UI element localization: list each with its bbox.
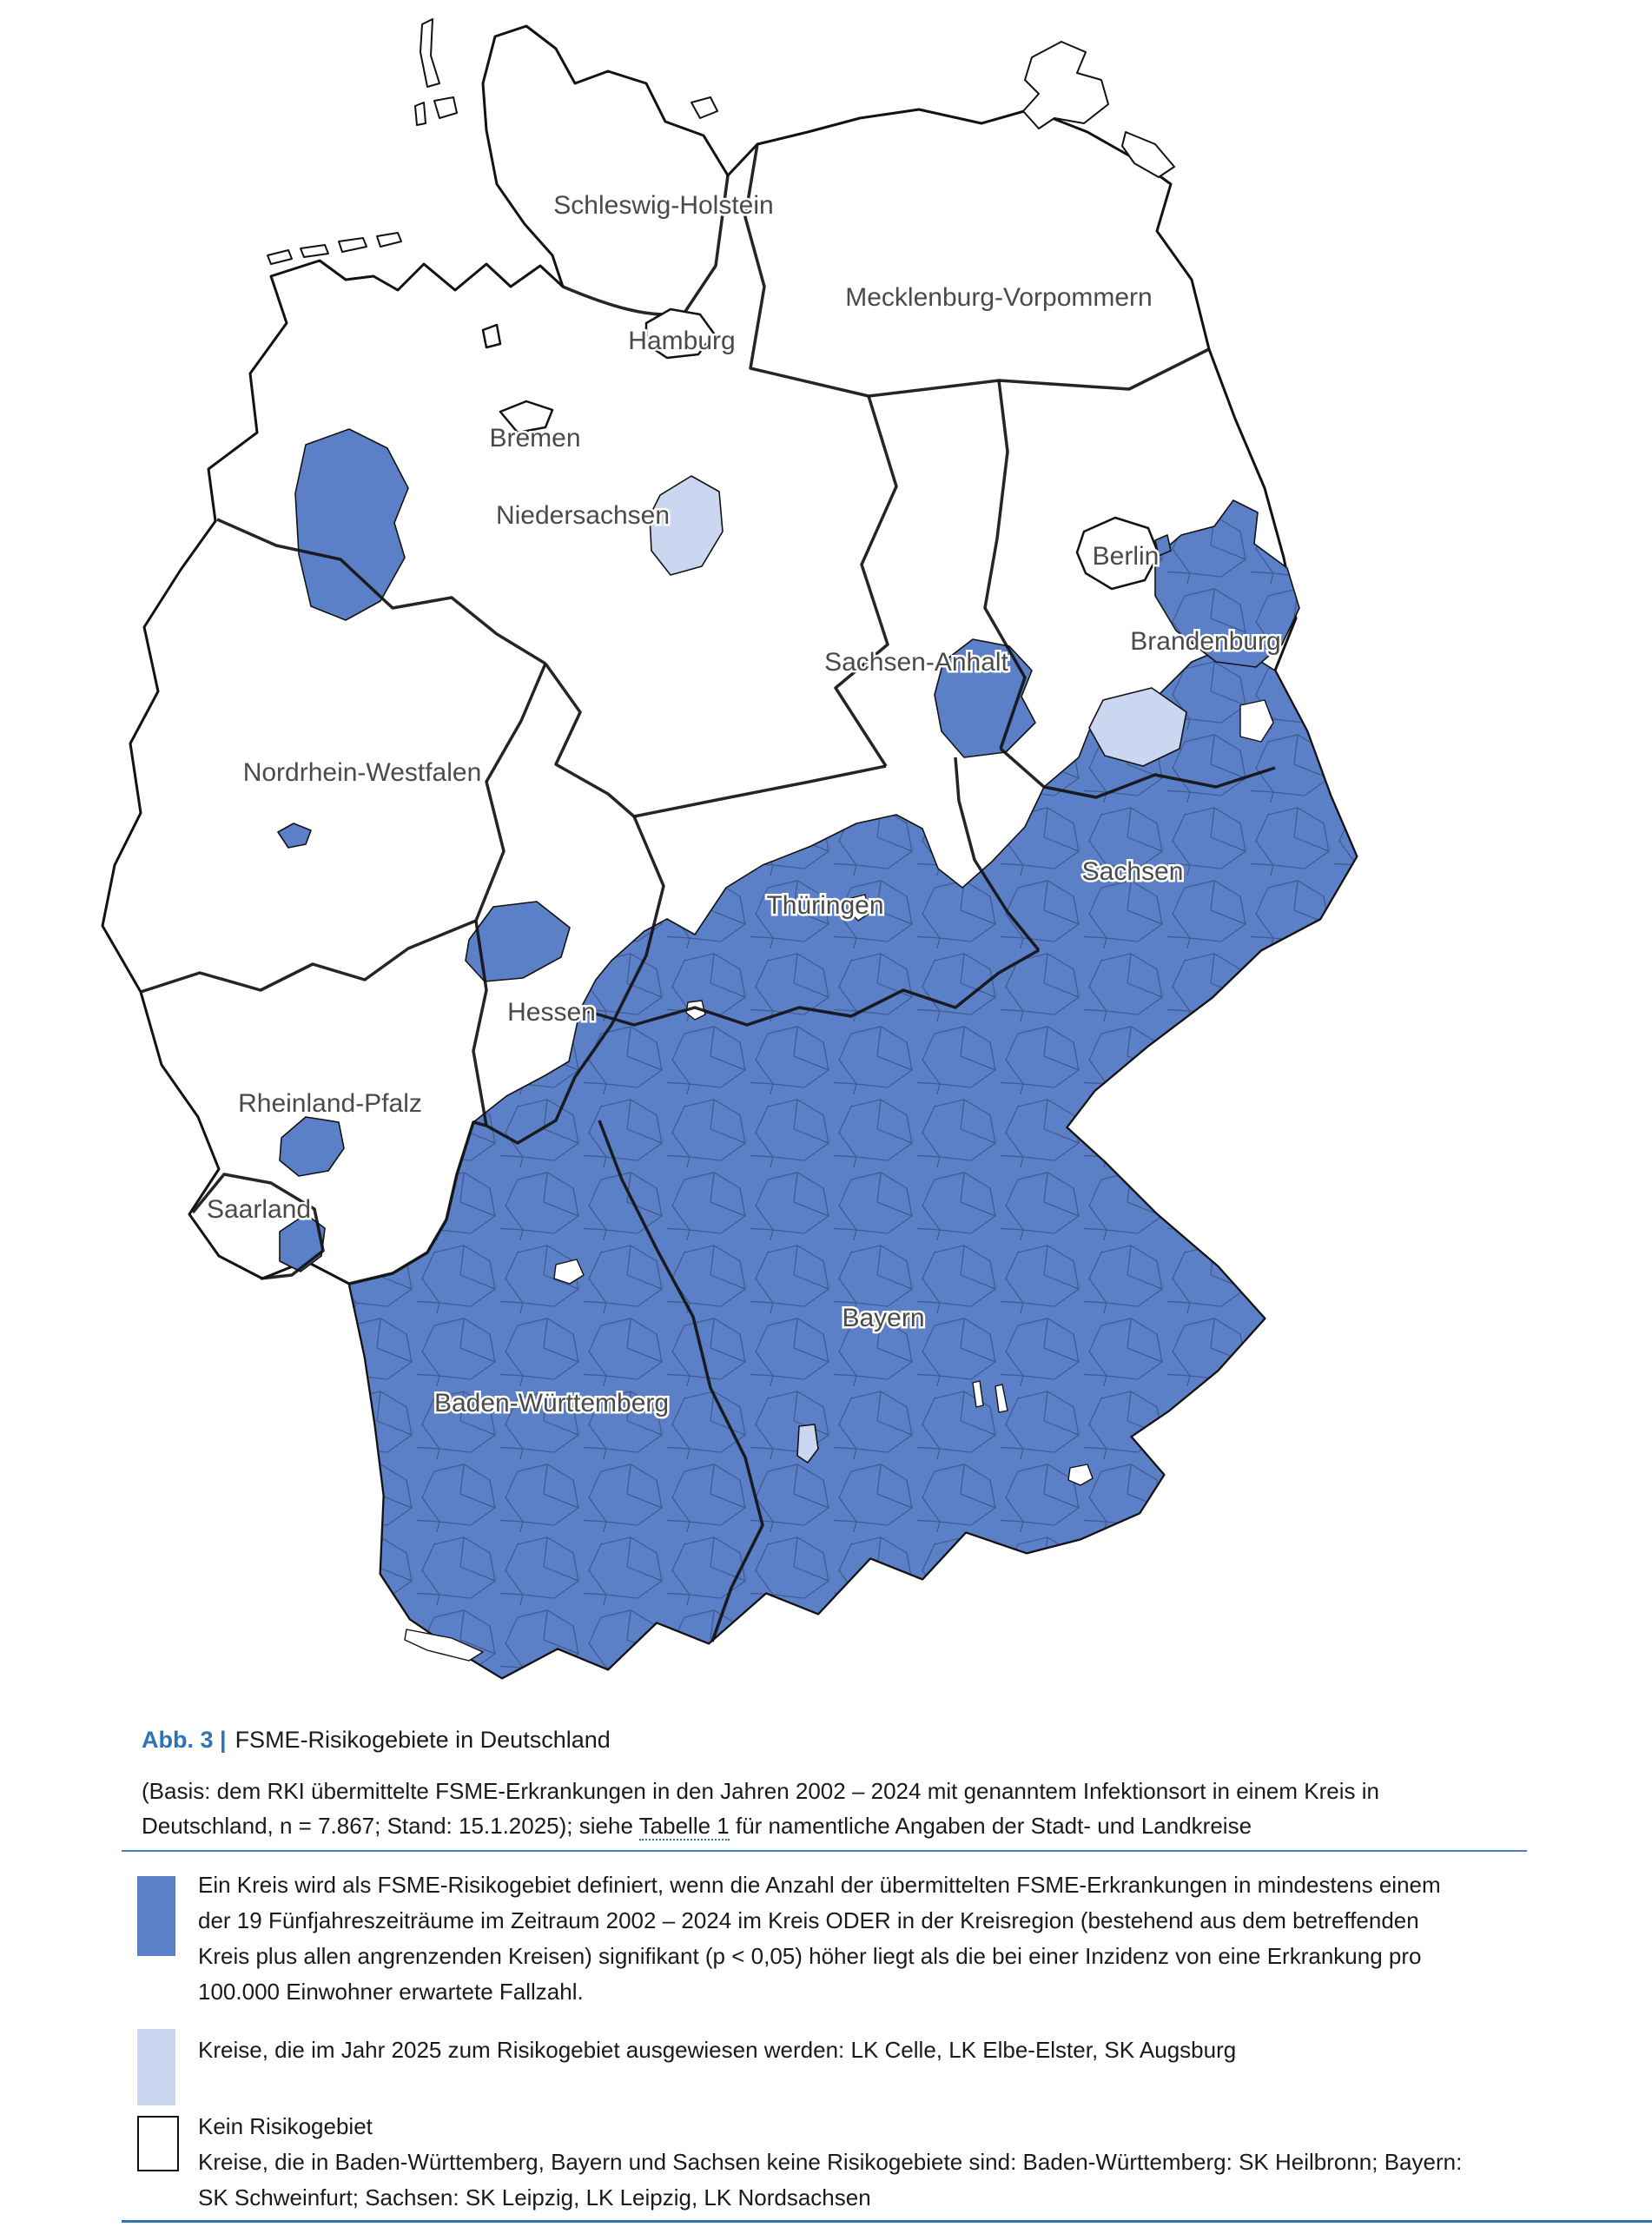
city-bremerhaven [483,325,500,347]
island-east-frisia-4 [377,233,401,247]
legend-entry-new-risk-2025 [198,2032,1475,2068]
tabelle-1-link[interactable]: Tabelle 1 [638,1813,730,1839]
island-fehmarn [691,97,717,118]
state-label-niedersachsen: Niedersachsen [495,501,671,530]
state-label-saarland: Saarland [206,1195,312,1224]
island-sylt [420,19,439,87]
legend-entry-no-risk [198,2109,1475,2216]
subtitle-text-before: (Basis: dem RKI übermittelte FSME-Erkrankungen in den Jahren 2002 – 2024 mit genanntem Infektionsort in einem Kreis in Deutschland, n = 7.867; Stand: 15.1.2025); siehe [142,1778,1379,1839]
state-label-thueringen: Thüringen [766,891,884,920]
figure-title: FSME-Risikogebiete in Deutschland [235,1727,611,1753]
state-label-nordrhein-westfalen: Nordrhein-Westfalen [242,758,482,787]
page-bottom-rule [122,2220,1652,2223]
legend-text-no-risk: Kreise, die in Baden-Württemberg, Bayern und Sachsen keine Risikogebiete sind: Baden-Württemberg: SK Heilbronn; Bayern: SK Schweinfurt; Sachsen: SK Leipzig, LK Leipzig, LK Nordsachsen [198,2149,1463,2210]
state-label-hessen: Hessen [507,998,596,1027]
state-label-bayern: Bayern [842,1304,925,1332]
legend-swatch-new-risk-2025 [137,2029,175,2105]
state-label-bremen: Bremen [489,424,581,453]
island-ruegen [1023,42,1108,129]
caption-legend-divider [122,1850,1527,1852]
state-label-schleswig-holstein: Schleswig-Holstein [553,191,774,220]
state-label-sachsen: Sachsen [1081,857,1184,886]
legend-entry-risk-area [198,1867,1475,2010]
figure-subtitle [142,1774,1497,1843]
legend-text-new-risk-2025: Kreise, die im Jahr 2025 zum Risikogebiet ausgewiesen werden: LK Celle, LK Elbe-Elster, SK Augsburg [198,2037,1237,2063]
subtitle-text-after: für namentliche Angaben der Stadt- und Landkreise [729,1813,1252,1839]
state-label-brandenburg: Brandenburg [1130,627,1281,656]
island-east-frisia-1 [268,250,292,264]
legend-swatch-risk-area [137,1876,175,1956]
legend-text-risk-area: Ein Kreis wird als FSME-Risikogebiet definiert, wenn die Anzahl der übermittelten FSME-Erkrankungen in mindestens einem der 19 Fünfjahreszeiträume im Zeitraum 2002 – 2024 im Kreis ODER in der Kreisregion (bestehend aus dem betreffenden Kreis plus allen angrenzenden Kreisen) signifikant (p < 0,05) höher liegt als die bei einer Inzidenz von eine Erkrankung pro 100.000 Einwohner erwartete Fallzahl. [198,1872,1441,2005]
island-amrum [415,102,426,125]
legend-title-no-risk: Kein Risikogebiet [198,2113,373,2139]
state-label-sachsen-anhalt: Sachsen-Anhalt [824,648,1008,677]
figure-caption [142,1725,611,1755]
state-label-mecklenburg-vorpommern: Mecklenburg-Vorpommern [845,283,1153,312]
state-label-berlin: Berlin [1092,542,1160,571]
state-label-baden-wuerttemberg: Baden-Württemberg [433,1389,670,1417]
figure-number-label: Abb. 3 | [142,1727,227,1753]
legend-swatch-no-risk [137,2116,179,2171]
island-east-frisia-2 [301,245,328,257]
state-label-rheinland-pfalz: Rheinland-Pfalz [238,1089,422,1118]
island-east-frisia-3 [339,238,367,252]
island-foehr [434,97,457,118]
state-label-hamburg: Hamburg [628,327,736,355]
